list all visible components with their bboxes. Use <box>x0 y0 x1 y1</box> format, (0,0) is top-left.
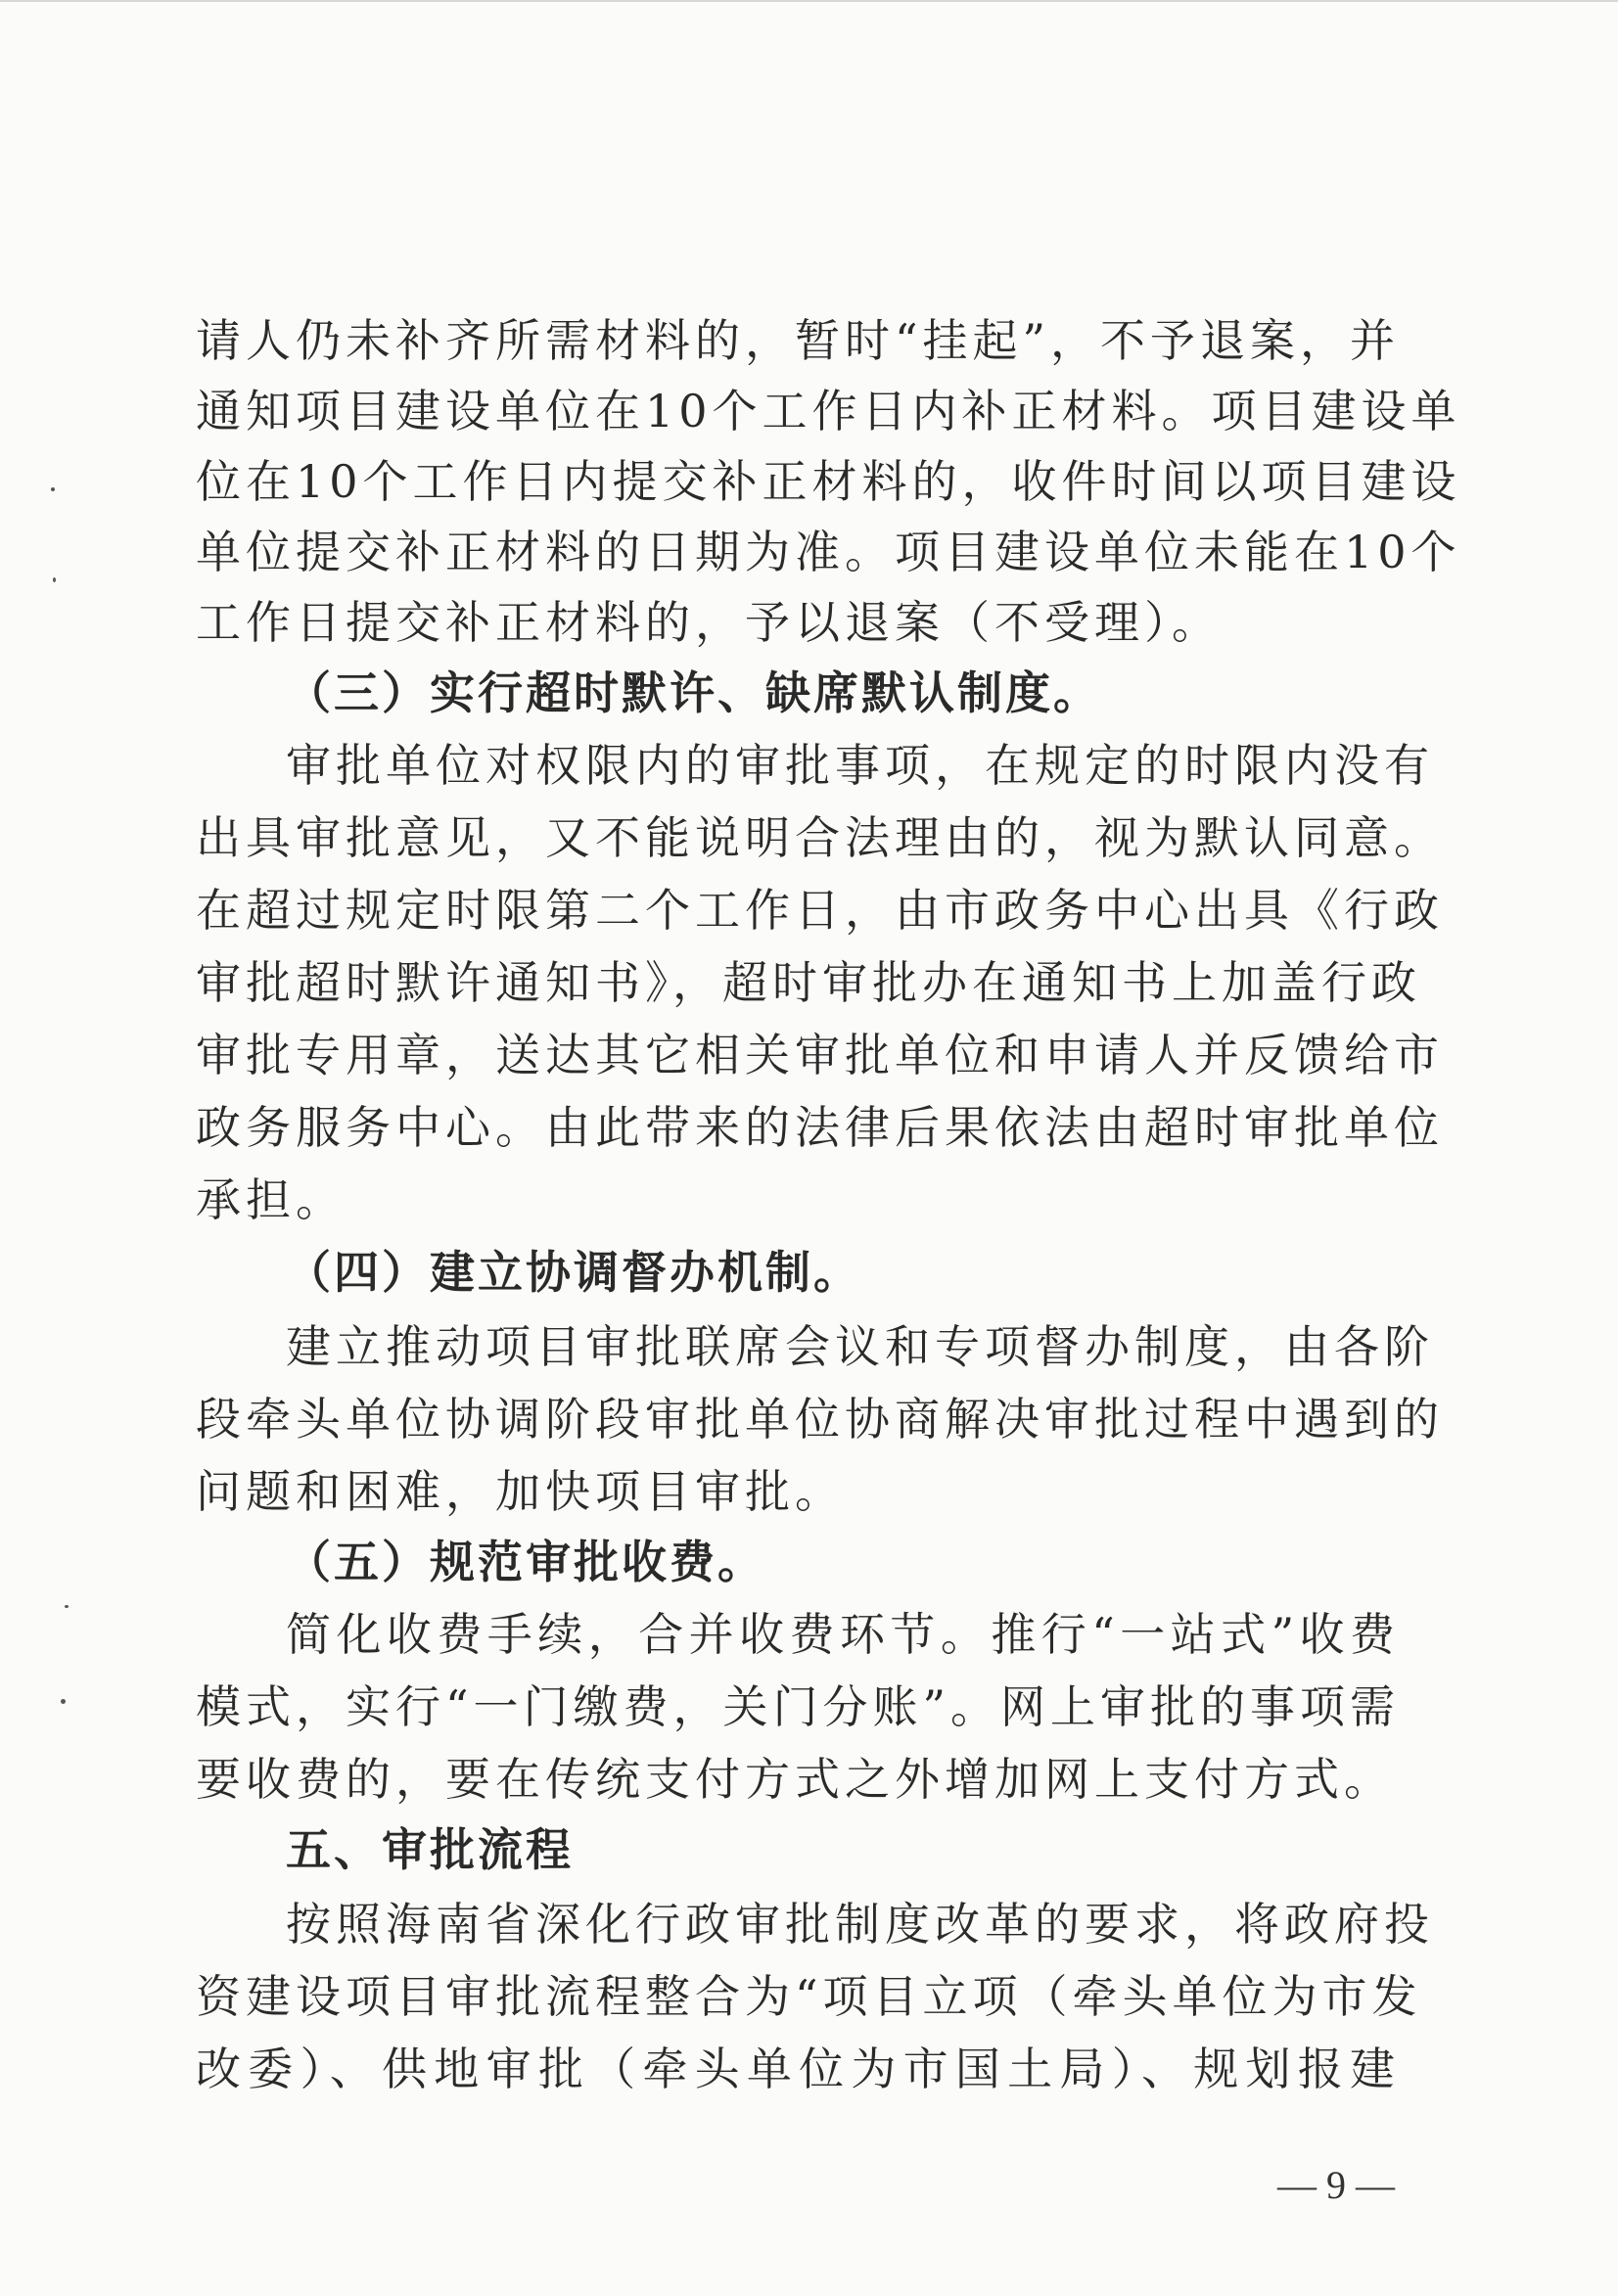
body-text-line: 通知项目建设单位在10个工作日内补正材料。项目建设单 <box>196 385 1461 437</box>
body-text-line: 工作日提交补正材料的，予以退案（不受理）。 <box>196 596 1222 649</box>
section-heading: 五、审批流程 <box>286 1823 574 1876</box>
body-text-line: 审批专用章，送达其它相关审批单位和申请人并反馈给市 <box>196 1029 1444 1081</box>
body-text-line: 建立推动项目审批联席会议和专项督办制度，由各阶 <box>286 1320 1434 1373</box>
body-text-line: 按照海南省深化行政审批制度改革的要求，将政府投 <box>286 1898 1434 1951</box>
body-text-line: 资建设项目审批流程整合为“项目立项（牵头单位为市发 <box>196 1970 1422 2023</box>
body-text-line: 改委）、供地审批（牵头单位为市国土局）、规划报建 <box>196 2043 1400 2095</box>
body-text-line: 段牵头单位协调阶段审批单位协商解决审批过程中遇到的 <box>196 1393 1444 1446</box>
body-text-line: 承担。 <box>196 1173 346 1226</box>
body-text-line: 在超过规定时限第二个工作日，由市政务中心出具《行政 <box>196 884 1444 937</box>
body-text-line: 审批超时默许通知书》，超时审批办在通知书上加盖行政 <box>196 956 1421 1009</box>
body-text-line: 简化收费手续，合并收费环节。推行“一站式”收费 <box>286 1608 1400 1661</box>
page-number: — 9 — <box>1277 2163 1395 2207</box>
body-text-line: 问题和困难，加快项目审批。 <box>196 1465 845 1518</box>
body-text-line: 出具审批意见，又不能说明合法理由的，视为默认同意。 <box>196 811 1444 864</box>
body-text-line: 单位提交补正材料的日期为准。项目建设单位未能在10个 <box>196 526 1461 578</box>
scan-speck <box>65 1605 69 1608</box>
subsection-heading: （四）建立协调督办机制。 <box>286 1246 861 1299</box>
scan-speck <box>61 1699 66 1704</box>
body-text-line: 政务服务中心。由此带来的法律后果依法由超时审批单位 <box>196 1101 1444 1154</box>
subsection-heading: （五）规范审批收费。 <box>286 1536 765 1588</box>
body-text-line: 审批单位对权限内的审批事项，在规定的时限内没有 <box>286 739 1434 792</box>
body-text-line: 模式，实行“一门缴费，关门分账”。网上审批的事项需 <box>196 1680 1401 1733</box>
body-text-line: 位在10个工作日内提交补正材料的，收件时间以项目建设 <box>196 455 1461 508</box>
scan-speck <box>51 487 55 491</box>
body-text-line: 要收费的，要在传统支付方式之外增加网上支付方式。 <box>196 1753 1394 1806</box>
scan-top-edge <box>0 0 1618 2</box>
body-text-line: 请人仍未补齐所需材料的，暂时“挂起”，不予退案，并 <box>196 314 1401 367</box>
subsection-heading: （三）实行超时默许、缺席默认制度。 <box>286 666 1101 719</box>
scan-speck <box>53 577 56 582</box>
